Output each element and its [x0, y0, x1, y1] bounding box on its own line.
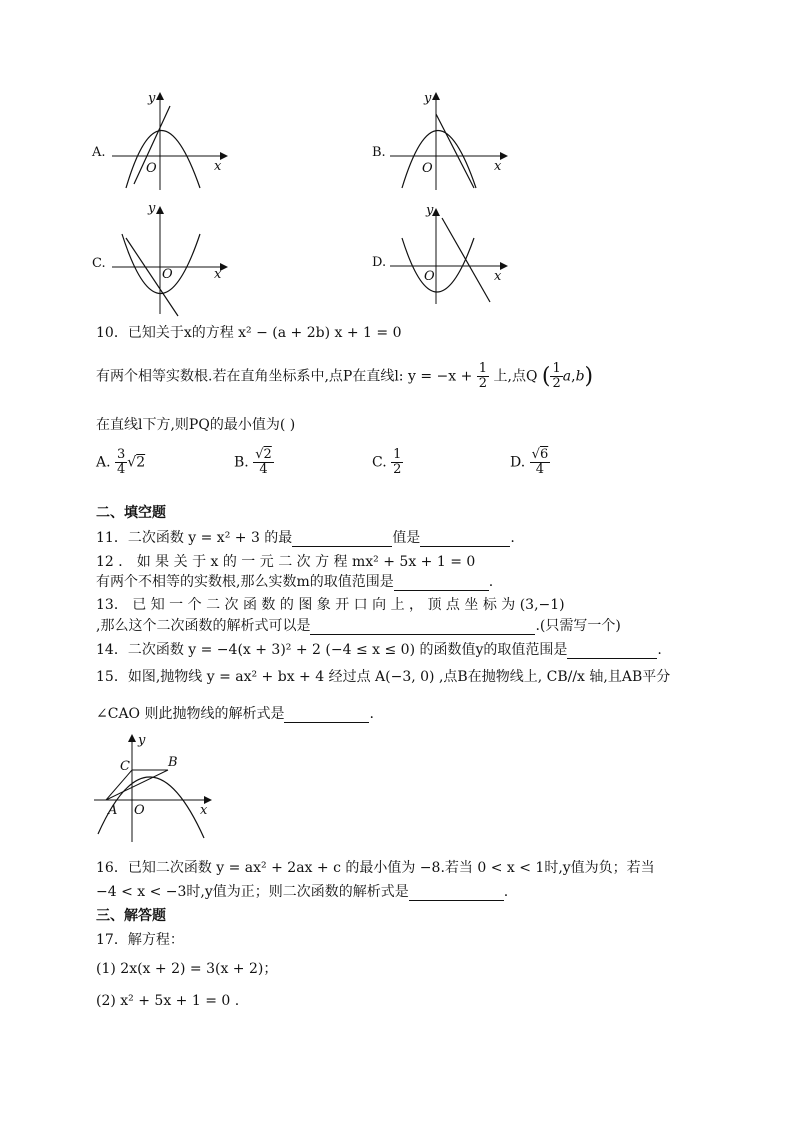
q15-figure: [92, 730, 222, 845]
q11: 11．二次函数 y = x² + 3 的最 值是 .: [96, 530, 515, 546]
q16-line2: −4 < x < −3时,y值为正；则二次函数的解析式是 .: [96, 884, 509, 900]
q10-line1: 10．已知关于x的方程 x² − (a + 2b) x + 1 = 0: [96, 325, 402, 341]
q10-line2: 有两个相等实数根.若在直角坐标系中,点P在直线l: y = −x + $\frac{1}{2}$ 上,点Q ( $\frac{1}{2}$ a,b): [96, 361, 594, 391]
q15-line2: ∠CAO 则此抛物线的解析式是 .: [96, 706, 374, 722]
q15-line1: 15．如图,抛物线 y = ax² + bx + 4 经过点 A(−3, 0) ,点B在抛物线上, CB//x 轴,且AB平分: [96, 669, 671, 685]
q13-line1: 13． 已 知 一 个 二 次 函 数 的 图 象 开 口 向 上 ， 顶 点 坐 标 为 (3,−1): [96, 597, 565, 613]
q10-option-b: B. $\frac{√2}{4}$: [234, 447, 272, 477]
option-d-y: y: [426, 203, 434, 218]
fig15-o: O: [134, 803, 145, 818]
fig15-c: C: [120, 759, 130, 774]
q17-title: 17．解方程：: [96, 932, 184, 948]
option-c-y: y: [148, 201, 156, 216]
option-d-label: D.: [372, 255, 387, 270]
q12-line1: 12 ． 如 果 关 于 x 的 一 元 二 次 方 程 mx² + 5x + 1 = 0: [96, 554, 476, 570]
option-b-o: O: [422, 161, 433, 176]
option-d-graph: [370, 198, 520, 308]
q10-point-q: (: [541, 364, 551, 389]
fig15-b: B: [168, 755, 178, 770]
option-c-x: x: [214, 267, 222, 282]
option-c-graph: [90, 198, 240, 318]
option-a-graph: [90, 88, 240, 193]
q10-option-c: C. $\frac{1}{2}$: [372, 447, 402, 477]
option-c-o: O: [162, 267, 173, 282]
q16-line1: 16．已知二次函数 y = ax² + 2ax + c 的最小值为 −8.若当 0 < x < 1时,y值为负；若当: [96, 860, 655, 876]
option-d-o: O: [424, 269, 435, 284]
option-a-o: O: [146, 161, 157, 176]
option-a-y: y: [148, 91, 156, 106]
q12-line2: 有两个不相等的实数根,那么实数m的取值范围是 .: [96, 574, 494, 590]
q13-line2: ,那么这个二次函数的解析式可以是 .(只需写一个): [96, 618, 621, 634]
option-b-y: y: [424, 91, 432, 106]
q10-option-d: D. $\frac{√6}{4}$: [510, 447, 549, 477]
section2-heading: 二、填空题: [96, 505, 166, 521]
q14: 14．二次函数 y = −4(x + 3)² + 2 (−4 ≤ x ≤ 0) 的函数值y的取值范围是 .: [96, 642, 662, 658]
option-c-label: C.: [92, 256, 106, 271]
q17-part2: (2) x² + 5x + 1 = 0 .: [96, 993, 240, 1009]
q10-line2-text-b: 上,点Q: [493, 368, 538, 385]
fig15-y: y: [138, 733, 146, 748]
q17-part1: (1) 2x(x + 2) = 3(x + 2)；: [96, 961, 278, 977]
q10-option-a: A. $\frac{3}{4}$ √2: [96, 447, 146, 477]
option-a-label: A.: [92, 145, 106, 160]
fig15-x: x: [200, 803, 208, 818]
option-b-x: x: [494, 159, 502, 174]
section3-heading: 三、解答题: [96, 908, 166, 924]
q10-line3: 在直线l下方,则PQ的最小值为( ): [96, 417, 296, 433]
fig15-a: A: [108, 803, 118, 818]
option-d-x: x: [494, 269, 502, 284]
q10-half: $\frac{1}{2}$: [478, 361, 488, 391]
q10-q-half: $\frac{1}{2}$: [552, 361, 561, 391]
q10-line2-text: 有两个相等实数根.若在直角坐标系中,点P在直线l: y = −x +: [96, 368, 473, 385]
option-b-label: B.: [372, 145, 386, 160]
option-a-x: x: [214, 159, 222, 174]
option-b-graph: [370, 88, 520, 193]
